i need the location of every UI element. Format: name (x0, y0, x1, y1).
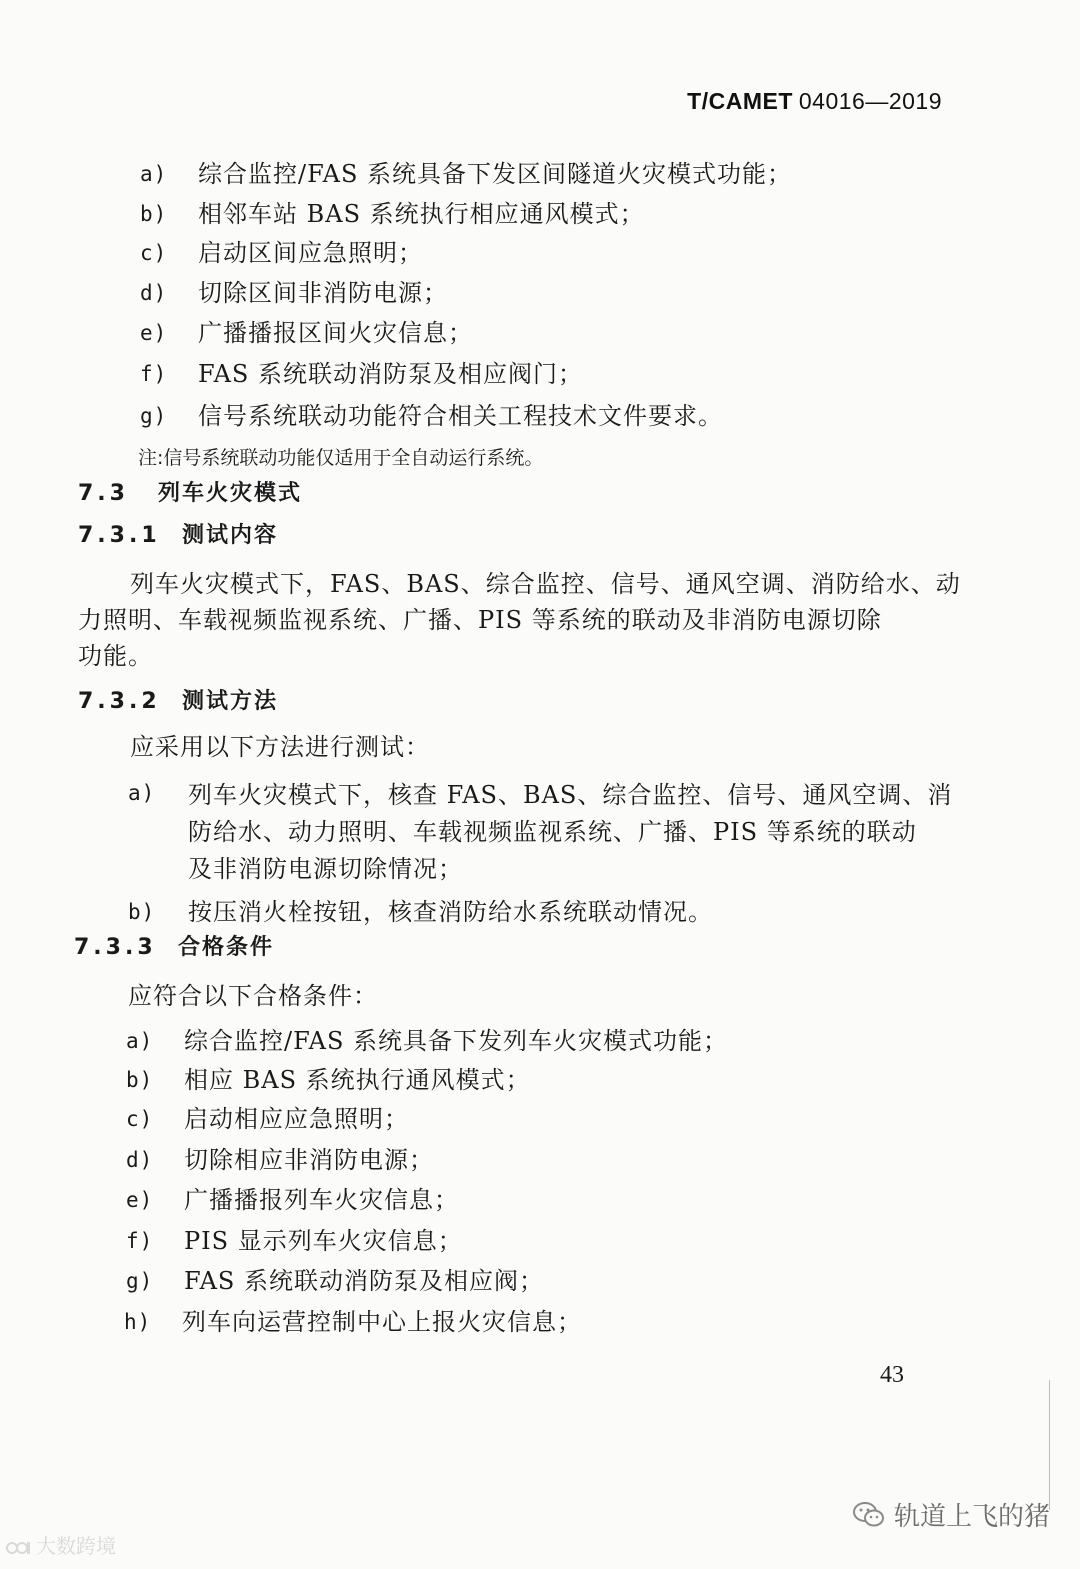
section-title: 列车火灾模式 (158, 481, 303, 506)
list-item-text: FAS 系统联动消防泵及相应阀门； (198, 360, 583, 388)
list-marker: f) (140, 362, 168, 386)
paragraph-line: 列车火灾模式下，FAS、BAS、综合监控、信号、通风空调、消防给水、动 (130, 570, 961, 598)
list-item-text: 综合监控/FAS 系统具备下发列车火灾模式功能； (184, 1027, 729, 1055)
list-item-text: 相邻车站 BAS 系统执行相应通风模式； (198, 200, 645, 228)
list-item-text: 按压消火栓按钮，核查消防给水系统联动情况。 (188, 898, 713, 926)
list-marker: b) (126, 1068, 154, 1092)
watermark-right-text: 轨道上飞的猪 (893, 1502, 1050, 1532)
list-marker: h) (124, 1310, 152, 1334)
list-item-text: PIS 显示列车火灾信息； (184, 1227, 463, 1255)
note-text: 注:信号系统联动功能仅适用于全自动运行系统。 (138, 447, 544, 469)
page-edge-line (1049, 1380, 1050, 1510)
section-intro: 应符合以下合格条件： (128, 982, 378, 1010)
list-marker: e) (126, 1188, 154, 1212)
list-item-line: 防给水、动力照明、车载视频监视系统、广播、PIS 等系统的联动 (188, 818, 917, 846)
section-number: 7.3 (78, 481, 129, 506)
section-paragraph (78, 566, 961, 674)
section-number: 7.3.1 (78, 523, 161, 548)
page-number: 43 (880, 1362, 904, 1388)
paragraph-line: 功能。 (78, 642, 153, 670)
list-item-line: 及非消防电源切除情况； (188, 855, 463, 883)
list-marker: a) (128, 781, 156, 805)
list-item-text: 启动相应应急照明； (184, 1105, 409, 1133)
list-item-text: 广播播报区间火灾信息； (198, 319, 473, 347)
section-intro: 应采用以下方法进行测试： (130, 733, 430, 761)
standard-number: 04016—2019 (798, 88, 942, 114)
list-item-text: 启动区间应急照明； (198, 239, 423, 267)
watermark-left (6, 1530, 116, 1559)
list-item-text: FAS 系统联动消防泵及相应阀； (184, 1267, 544, 1295)
list-item-text: 相应 BAS 系统执行通风模式； (184, 1066, 531, 1094)
list-item-line: 列车火灾模式下，核查 FAS、BAS、综合监控、信号、通风空调、消 (188, 781, 953, 809)
list-marker: g) (126, 1269, 154, 1293)
section-heading-7-3-1 (78, 520, 278, 552)
section-number: 7.3.3 (74, 935, 157, 960)
section-number: 7.3.2 (78, 689, 161, 714)
list-item-text: 切除相应非消防电源； (184, 1146, 434, 1174)
list-marker: b) (128, 900, 156, 924)
list-item-text: 综合监控/FAS 系统具备下发区间隧道火灾模式功能； (198, 160, 793, 188)
list-marker: c) (126, 1107, 154, 1131)
list-item-text: 列车向运营控制中心上报火灾信息； (182, 1308, 582, 1336)
standard-code: T/CAMET (687, 88, 793, 114)
list-marker: d) (126, 1148, 154, 1172)
list-marker: g) (140, 404, 168, 428)
section-heading-7-3-2 (78, 686, 278, 718)
list-item-text: 切除区间非消防电源； (198, 279, 448, 307)
list-marker: a) (140, 162, 168, 186)
list-item-text: 广播播报列车火灾信息； (184, 1186, 459, 1214)
section-title: 测试方法 (182, 689, 279, 714)
watermark-right (852, 1496, 1050, 1533)
list-marker: d) (140, 281, 168, 305)
paragraph-line: 力照明、车载视频监视系统、广播、PIS 等系统的联动及非消防电源切除 (78, 606, 882, 634)
section-heading-7-3-3 (74, 932, 274, 964)
wechat-icon (852, 1500, 886, 1530)
list-marker: a) (126, 1029, 154, 1053)
list-item-text: 信号系统联动功能符合相关工程技术文件要求。 (198, 402, 723, 430)
watermark-left-text: 大数跨境 (36, 1534, 116, 1558)
section-title: 测试内容 (182, 523, 279, 548)
list-marker: f) (126, 1229, 154, 1253)
list-marker: e) (140, 321, 168, 345)
standard-header (687, 88, 942, 115)
list-marker: b) (140, 202, 168, 226)
section-title: 合格条件 (178, 935, 275, 960)
list-item-text (188, 777, 952, 888)
brand-logo-icon (6, 1538, 32, 1558)
section-heading-7-3 (78, 478, 302, 510)
list-marker: c) (140, 241, 168, 265)
